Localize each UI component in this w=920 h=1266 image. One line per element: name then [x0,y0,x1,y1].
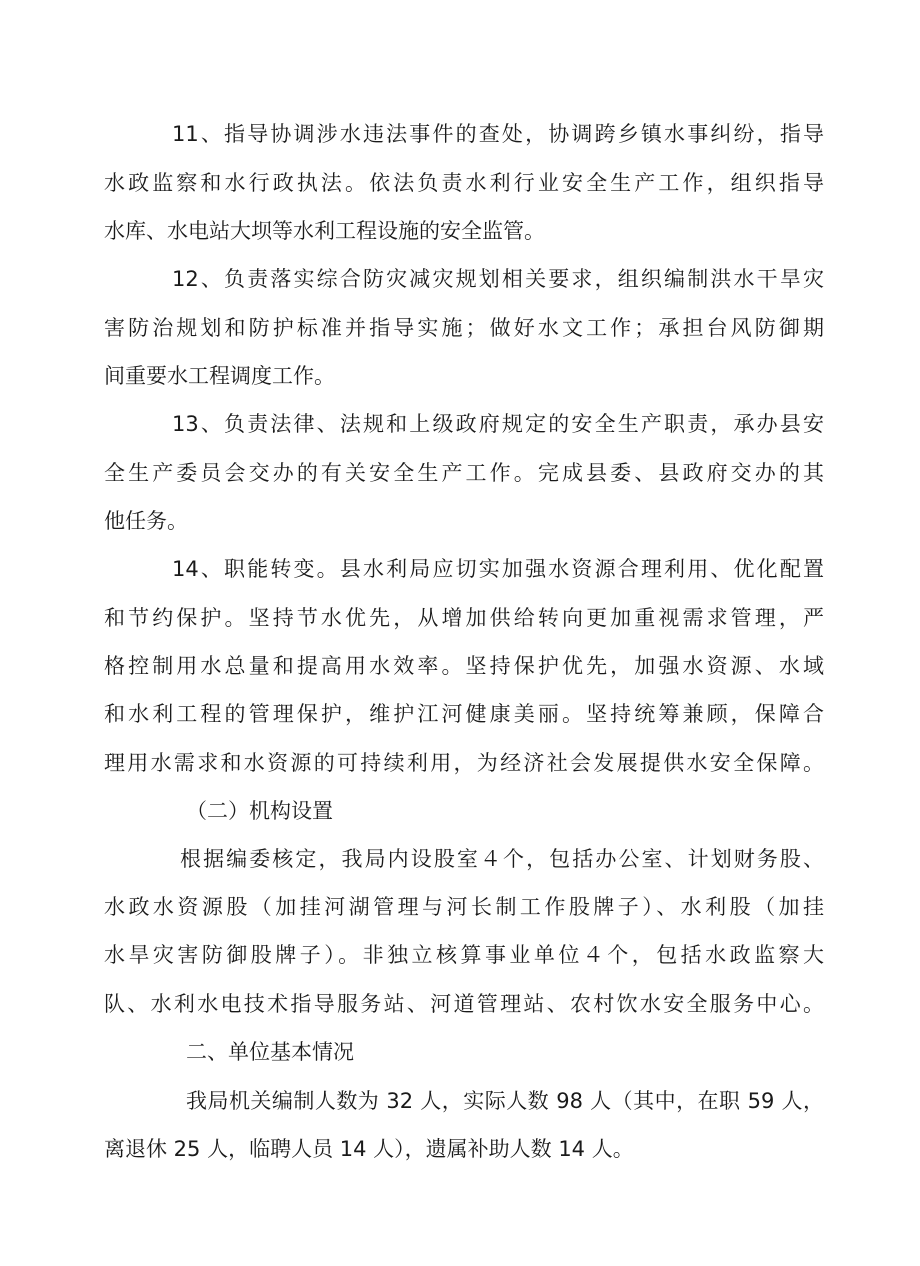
paragraph-institution-line-3: 水旱灾害防御股牌子）。非独立核算事业单位４个，包括水政监察大 [104,943,824,967]
paragraph-14-line-5: 理用水需求和水资源的可持续利用，为经济社会发展提供水安全保障。 [104,751,824,775]
paragraph-14-line-4: 和水利工程的管理保护，维护江河健康美丽。坚持统筹兼顾，保障合 [104,702,824,726]
paragraph-basic-info-line-2: 离退休 25 人，临聘人员 14 人），遗属补助人数 14 人。 [104,1137,634,1161]
paragraph-14-line-3: 格控制用水总量和提高用水效率。坚持保护优先，加强水资源、水域 [104,654,824,678]
paragraph-14-line-2: 和节约保护。坚持节水优先，从增加供给转向更加重视需求管理，严 [104,606,824,630]
paragraph-institution-line-2: 水政水资源股（加挂河湖管理与河长制工作股牌子）、水利股（加挂 [104,895,824,919]
paragraph-12-line-2: 害防治规划和防护标准并指导实施；做好水文工作；承担台风防御期 [104,316,824,340]
paragraph-14-line-1: 14、职能转变。县水利局应切实加强水资源合理利用、优化配置 [172,557,824,581]
section-heading-institution: （二）机构设置 [186,799,333,823]
paragraph-institution-line-4: 队、水利水电技术指导服务站、河道管理站、农村饮水安全服务中心。 [104,992,824,1016]
paragraph-12-line-3: 间重要水工程调度工作。 [104,364,335,388]
paragraph-12-line-1: 12、负责落实综合防灾减灾规划相关要求，组织编制洪水干旱灾 [172,267,824,291]
section-heading-basic-info: 二、单位基本情况 [186,1040,354,1064]
paragraph-11-line-2: 水政监察和水行政执法。依法负责水利行业安全生产工作，组织指导 [104,171,824,195]
paragraph-institution-line-1: 根据编委核定，我局内设股室４个，包括办公室、计划财务股、 [180,847,824,871]
paragraph-13-line-2: 全生产委员会交办的有关安全生产工作。完成县委、县政府交办的其 [104,461,824,485]
paragraph-11-line-1: 11、指导协调涉水违法事件的查处，协调跨乡镇水事纠纷，指导 [172,122,824,146]
paragraph-13-line-3: 他任务。 [104,509,188,533]
paragraph-11-line-3: 水库、水电站大坝等水利工程设施的安全监管。 [104,219,545,243]
paragraph-13-line-1: 13、负责法律、法规和上级政府规定的安全生产职责，承办县安 [172,412,824,436]
paragraph-basic-info-line-1: 我局机关编制人数为 32 人，实际人数 98 人（其中，在职 59 人， [186,1089,824,1113]
